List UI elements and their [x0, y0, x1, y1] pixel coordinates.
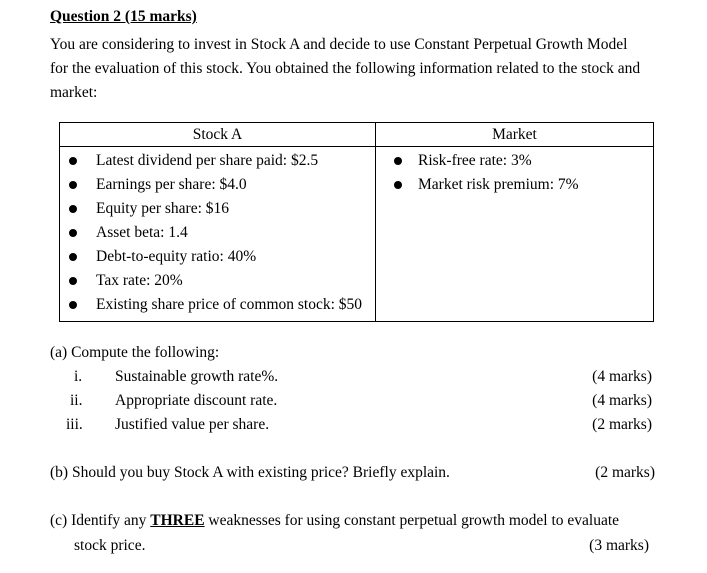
- list-item-text: Equity per share: $16: [96, 200, 230, 217]
- stock-a-cell: [60, 147, 376, 322]
- list-item-text: Existing share price of common stock: $50: [96, 296, 363, 313]
- bullet-icon: [69, 157, 77, 165]
- info-table-body-row: [60, 147, 654, 322]
- list-item: [60, 245, 375, 269]
- list-item-text: Earnings per share: $4.0: [96, 176, 247, 193]
- list-item-text: Market risk premium: 7%: [418, 176, 579, 193]
- part-a-item-number: ii.: [70, 392, 83, 409]
- market-cell: [376, 147, 654, 322]
- stock-a-header: Stock A: [60, 123, 376, 147]
- part-c-line-1: [50, 512, 619, 530]
- info-table: [59, 122, 654, 322]
- market-header: Market: [376, 123, 654, 147]
- stock-a-list: [60, 147, 375, 321]
- list-item: [60, 293, 375, 317]
- part-b-marks: (2 marks): [595, 464, 655, 481]
- intro-line: market:: [50, 84, 98, 101]
- part-a-item-text: Appropriate discount rate.: [115, 392, 278, 409]
- part-c-text-after: weaknesses for using constant perpetual growth model to evaluate: [204, 512, 620, 529]
- part-a-item-marks: (2 marks): [592, 416, 652, 433]
- part-a-item-text: Justified value per share.: [115, 416, 270, 433]
- part-c-emphasis: THREE: [150, 512, 205, 529]
- part-a-item-marks: (4 marks): [592, 392, 652, 409]
- intro-paragraph: [50, 33, 670, 105]
- part-a-item-number: i.: [74, 368, 83, 385]
- list-item: [60, 269, 375, 293]
- bullet-icon: [394, 181, 402, 189]
- market-list: [376, 147, 653, 201]
- info-table-header-row: [60, 123, 654, 147]
- list-item-text: Latest dividend per share paid: $2.5: [96, 152, 319, 169]
- list-item: [60, 173, 375, 197]
- list-item: [60, 197, 375, 221]
- list-item: [60, 221, 375, 245]
- list-item: [376, 173, 653, 197]
- bullet-icon: [69, 253, 77, 261]
- list-item-text: Asset beta: 1.4: [96, 224, 188, 241]
- part-c-line-2: stock price.: [74, 537, 146, 554]
- bullet-icon: [69, 277, 77, 285]
- part-b-text: (b) Should you buy Stock A with existing price? Briefly explain.: [50, 464, 450, 481]
- bullet-icon: [69, 229, 77, 237]
- bullet-icon: [69, 301, 77, 309]
- list-item-text: Tax rate: 20%: [96, 272, 183, 289]
- part-c-text-before: (c) Identify any: [50, 512, 151, 529]
- list-item-text: Debt-to-equity ratio: 40%: [96, 248, 257, 265]
- intro-line: You are considering to invest in Stock A and decide to use Constant Perpetual Growth Model: [50, 36, 628, 53]
- intro-line: for the evaluation of this stock. You obtained the following information related to the stock and: [50, 60, 641, 77]
- part-a-label: (a) Compute the following:: [50, 344, 220, 361]
- bullet-icon: [69, 205, 77, 213]
- bullet-icon: [394, 157, 402, 165]
- bullet-icon: [69, 181, 77, 189]
- list-item: [60, 149, 375, 173]
- question-heading: Question 2 (15 marks): [50, 8, 197, 25]
- list-item-text: Risk-free rate: 3%: [418, 152, 532, 169]
- part-c-marks: (3 marks): [589, 537, 649, 554]
- part-a-item-text: Sustainable growth rate%.: [115, 368, 279, 385]
- list-item: [376, 149, 653, 173]
- part-a-item-number: iii.: [66, 416, 83, 433]
- part-a-item-marks: (4 marks): [592, 368, 652, 385]
